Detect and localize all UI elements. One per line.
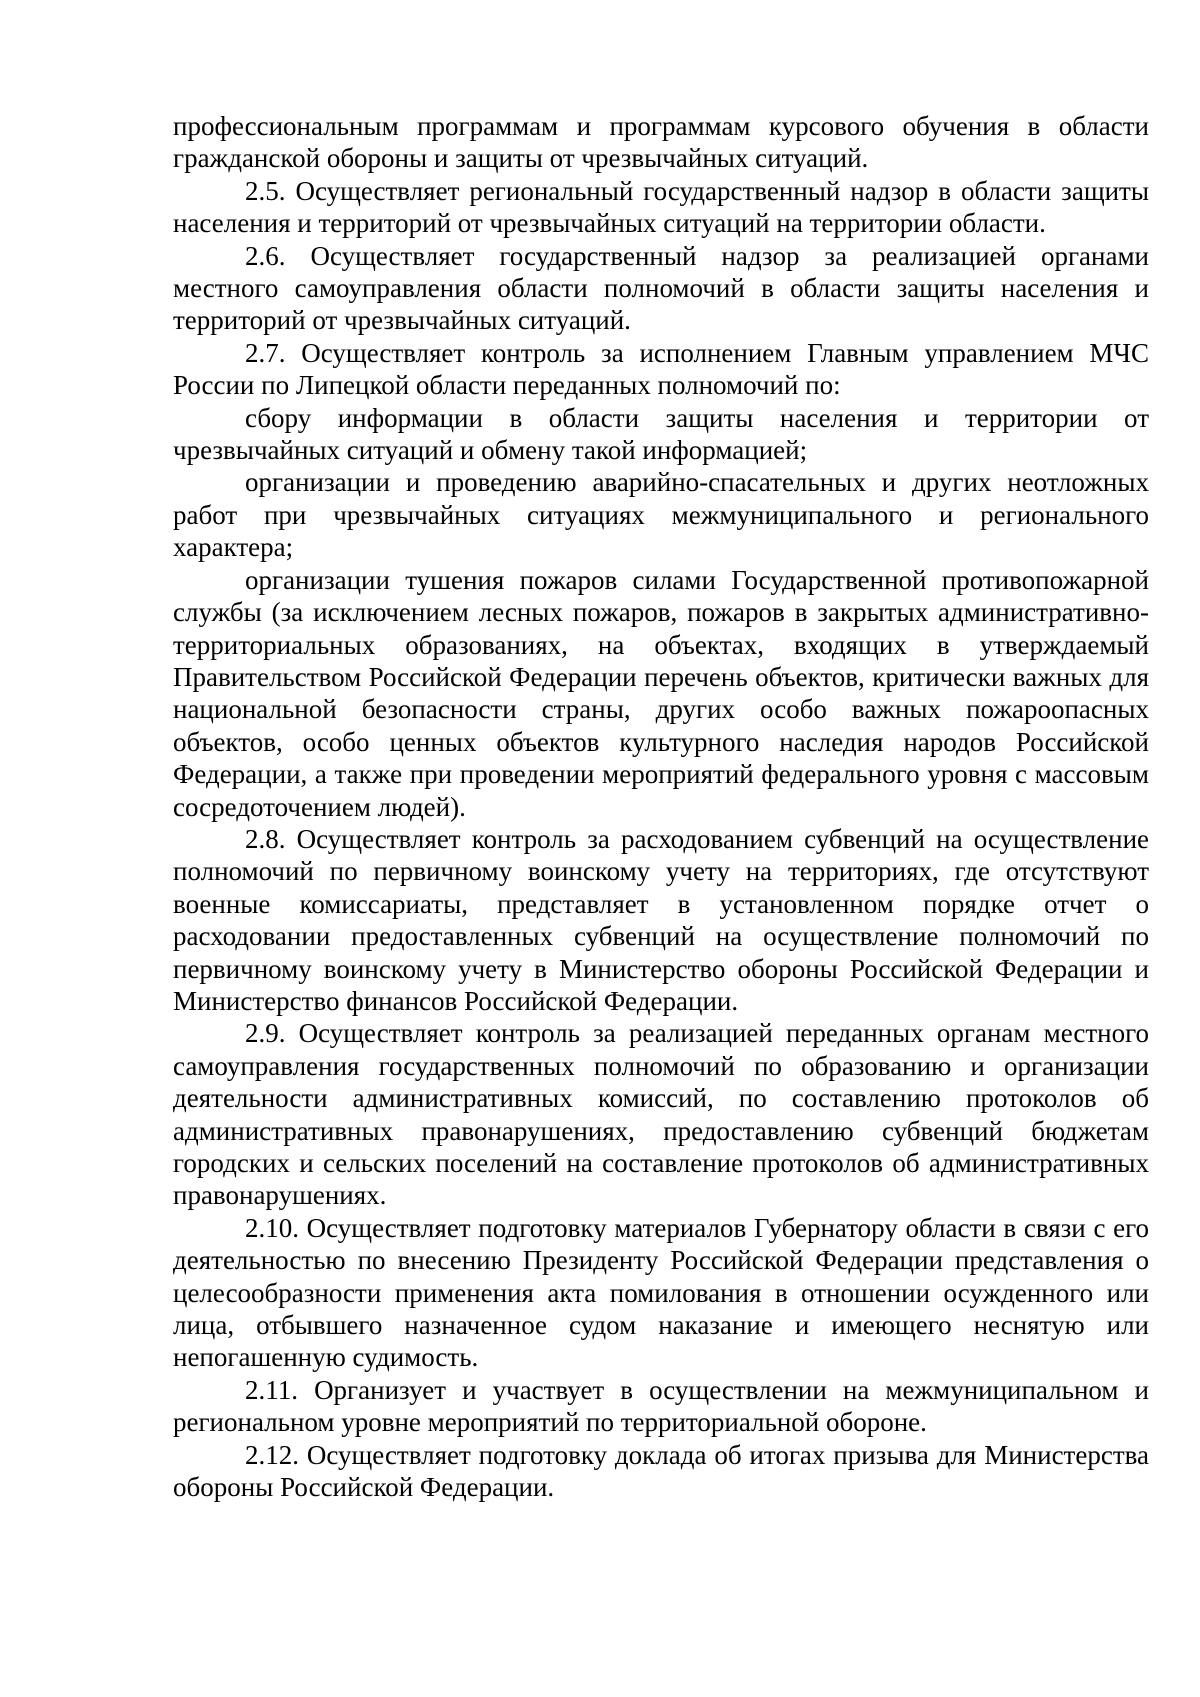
paragraph-2-7-item-1: сбору информации в области защиты населения и территории от чрезвычайных ситуаций и обмену такой информацией;	[173, 402, 1149, 466]
paragraph-2-7: 2.7. Осуществляет контроль за исполнением Главным управлением МЧС России по Липецкой области переданных полномочий по:	[173, 337, 1149, 401]
paragraph-2-6: 2.6. Осуществляет государственный надзор за реализацией органами местного самоуправления области полномочий в области защиты населения и территорий от чрезвычайных ситуаций.	[173, 240, 1149, 336]
document-page	[173, 110, 1149, 1503]
paragraph-2-12: 2.12. Осуществляет подготовку доклада об итогах призыва для Министерства обороны Российской Федерации.	[173, 1439, 1149, 1503]
paragraph-2-10: 2.10. Осуществляет подготовку материалов Губернатору области в связи с его деятельностью по внесению Президенту Российской Федерации представления о целесообразности применения акта помилования в отношении осужденного или лица, отбывшего назначенное судом наказание и имеющего неснятую или непогашенную судимость.	[173, 1212, 1149, 1373]
paragraph-2-7-item-3: организации тушения пожаров силами Государственной противопожарной службы (за исключением лесных пожаров, пожаров в закрытых административно-территориальных образованиях, на объектах, входящих в утверждаемый Правительством Российской Федерации перечень объектов, критически важных для национальной безопасности страны, других особо важных пожароопасных объектов, особо ценных объектов культурного наследия народов Российской Федерации, а также при проведении мероприятий федерального уровня с массовым сосредоточением людей).	[173, 564, 1149, 822]
paragraph-continuation: профессиональным программам и программам курсового обучения в области гражданской обороны и защиты от чрезвычайных ситуаций.	[173, 111, 1149, 174]
paragraph-2-8: 2.8. Осуществляет контроль за расходованием субвенций на осуществление полномочий по первичному воинскому учету на территориях, где отсутствуют военные комиссариаты, представляет в установленном порядке отчет о расходовании предоставленных субвенций на осуществление полномочий по первичному воинскому учету в Министерство обороны Российской Федерации и Министерство финансов Российской Федерации.	[173, 823, 1149, 1016]
paragraph-2-5: 2.5. Осуществляет региональный государственный надзор в области защиты населения и территорий от чрезвычайных ситуаций на территории области.	[173, 175, 1149, 239]
paragraph-2-9: 2.9. Осуществляет контроль за реализацией переданных органам местного самоуправления государственных полномочий по образованию и организации деятельности административных комиссий, по составлению протоколов об административных правонарушениях, предоставлению субвенций бюджетам городских и сельских поселений на составление протоколов об административных правонарушениях.	[173, 1018, 1149, 1211]
paragraph-2-11: 2.11. Организует и участвует в осуществлении на межмуниципальном и региональном уровне мероприятий по территориальной обороне.	[173, 1374, 1149, 1438]
paragraph-2-7-item-2: организации и проведению аварийно-спасательных и других неотложных работ при чрезвычайных ситуациях межмуниципального и регионального характера;	[173, 467, 1149, 563]
